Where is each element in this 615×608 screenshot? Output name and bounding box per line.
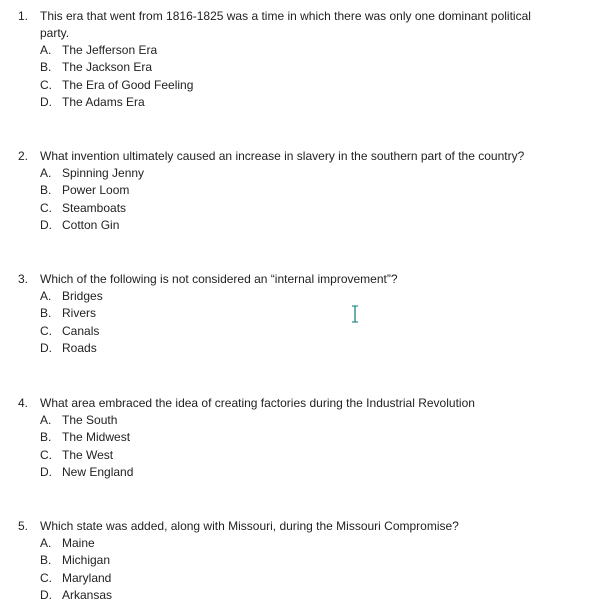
option-letter: B.: [40, 60, 52, 75]
option-letter: C.: [40, 570, 52, 585]
option-text: The Jefferson Era: [62, 43, 158, 57]
question-stem-continued: [0, 25, 615, 42]
option-text: Steamboats: [62, 200, 127, 215]
option-text: Rivers: [62, 306, 97, 321]
option-text: The Jackson Era: [62, 60, 153, 75]
question-stem: [0, 395, 615, 412]
answer-option-d: [0, 94, 615, 111]
answer-option-a: [0, 288, 615, 305]
option-letter: C.: [40, 323, 52, 338]
question-text: Which state was added, along with Missouri, during the Missouri Compromise?: [40, 519, 459, 533]
option-text: Power Loom: [62, 183, 130, 198]
question-stem: [0, 148, 615, 165]
option-letter: D.: [40, 465, 52, 480]
option-text: The Midwest: [62, 430, 131, 445]
option-text: Cotton Gin: [62, 218, 120, 233]
option-text: The Adams Era: [62, 95, 145, 110]
option-letter: B.: [40, 306, 52, 321]
answer-option-b: [0, 59, 615, 76]
answer-option-c: [0, 447, 615, 464]
option-letter: B.: [40, 553, 52, 568]
option-text: Arkansas: [62, 588, 113, 603]
question-text: What area embraced the idea of creating factories during the Industrial Revolution: [40, 396, 475, 410]
question-4: [0, 395, 615, 482]
answer-option-b: [0, 305, 615, 322]
option-text: Canals: [62, 323, 100, 338]
answer-option-d: [0, 340, 615, 357]
question-text: What invention ultimately caused an increase in slavery in the southern part of the country?: [40, 149, 525, 163]
question-number: 5.: [18, 519, 29, 533]
text-ibeam-cursor-icon: [350, 305, 360, 323]
question-text-continued: party.: [40, 26, 70, 40]
option-text: The South: [62, 413, 118, 427]
option-text: Spinning Jenny: [62, 166, 145, 180]
question-3: [0, 271, 615, 358]
option-letter: C.: [40, 200, 52, 215]
answer-option-a: [0, 535, 615, 552]
option-letter: C.: [40, 77, 52, 92]
question-number: 3.: [18, 272, 29, 286]
answer-option-a: [0, 165, 615, 182]
option-letter: D.: [40, 588, 52, 603]
option-letter: A.: [40, 289, 52, 303]
option-letter: D.: [40, 218, 52, 233]
option-text: Bridges: [62, 289, 103, 303]
option-letter: A.: [40, 43, 52, 57]
answer-option-b: [0, 182, 615, 199]
question-stem: [0, 8, 615, 25]
answer-option-a: [0, 412, 615, 429]
option-text: Maryland: [62, 570, 112, 585]
answer-option-c: [0, 77, 615, 94]
answer-option-b: [0, 429, 615, 446]
option-letter: D.: [40, 95, 52, 110]
question-5: [0, 518, 615, 605]
question-stem: [0, 271, 615, 288]
option-text: The Era of Good Feeling: [62, 77, 194, 92]
question-number: 1.: [18, 9, 29, 23]
option-letter: D.: [40, 341, 52, 356]
answer-option-c: [0, 570, 615, 587]
answer-option-c: [0, 323, 615, 340]
option-letter: C.: [40, 447, 52, 462]
option-letter: B.: [40, 430, 52, 445]
option-text: Michigan: [62, 553, 111, 568]
answer-option-d: [0, 217, 615, 234]
option-letter: B.: [40, 183, 52, 198]
question-2: [0, 148, 615, 235]
option-text: The West: [62, 447, 114, 462]
option-text: Roads: [62, 341, 97, 356]
option-letter: A.: [40, 166, 52, 180]
answer-option-d: [0, 464, 615, 481]
answer-option-d: [0, 587, 615, 604]
answer-option-c: [0, 200, 615, 217]
answer-option-a: [0, 42, 615, 59]
question-text: Which of the following is not considered an “internal improvement”?: [40, 272, 398, 286]
question-1: [0, 8, 615, 112]
option-text: Maine: [62, 536, 95, 550]
question-number: 4.: [18, 396, 29, 410]
question-stem: [0, 518, 615, 535]
question-text: This era that went from 1816-1825 was a time in which there was only one dominant political: [40, 9, 531, 23]
answer-option-b: [0, 552, 615, 569]
option-text: New England: [62, 465, 134, 480]
question-number: 2.: [18, 149, 29, 163]
option-letter: A.: [40, 413, 52, 427]
option-letter: A.: [40, 536, 52, 550]
